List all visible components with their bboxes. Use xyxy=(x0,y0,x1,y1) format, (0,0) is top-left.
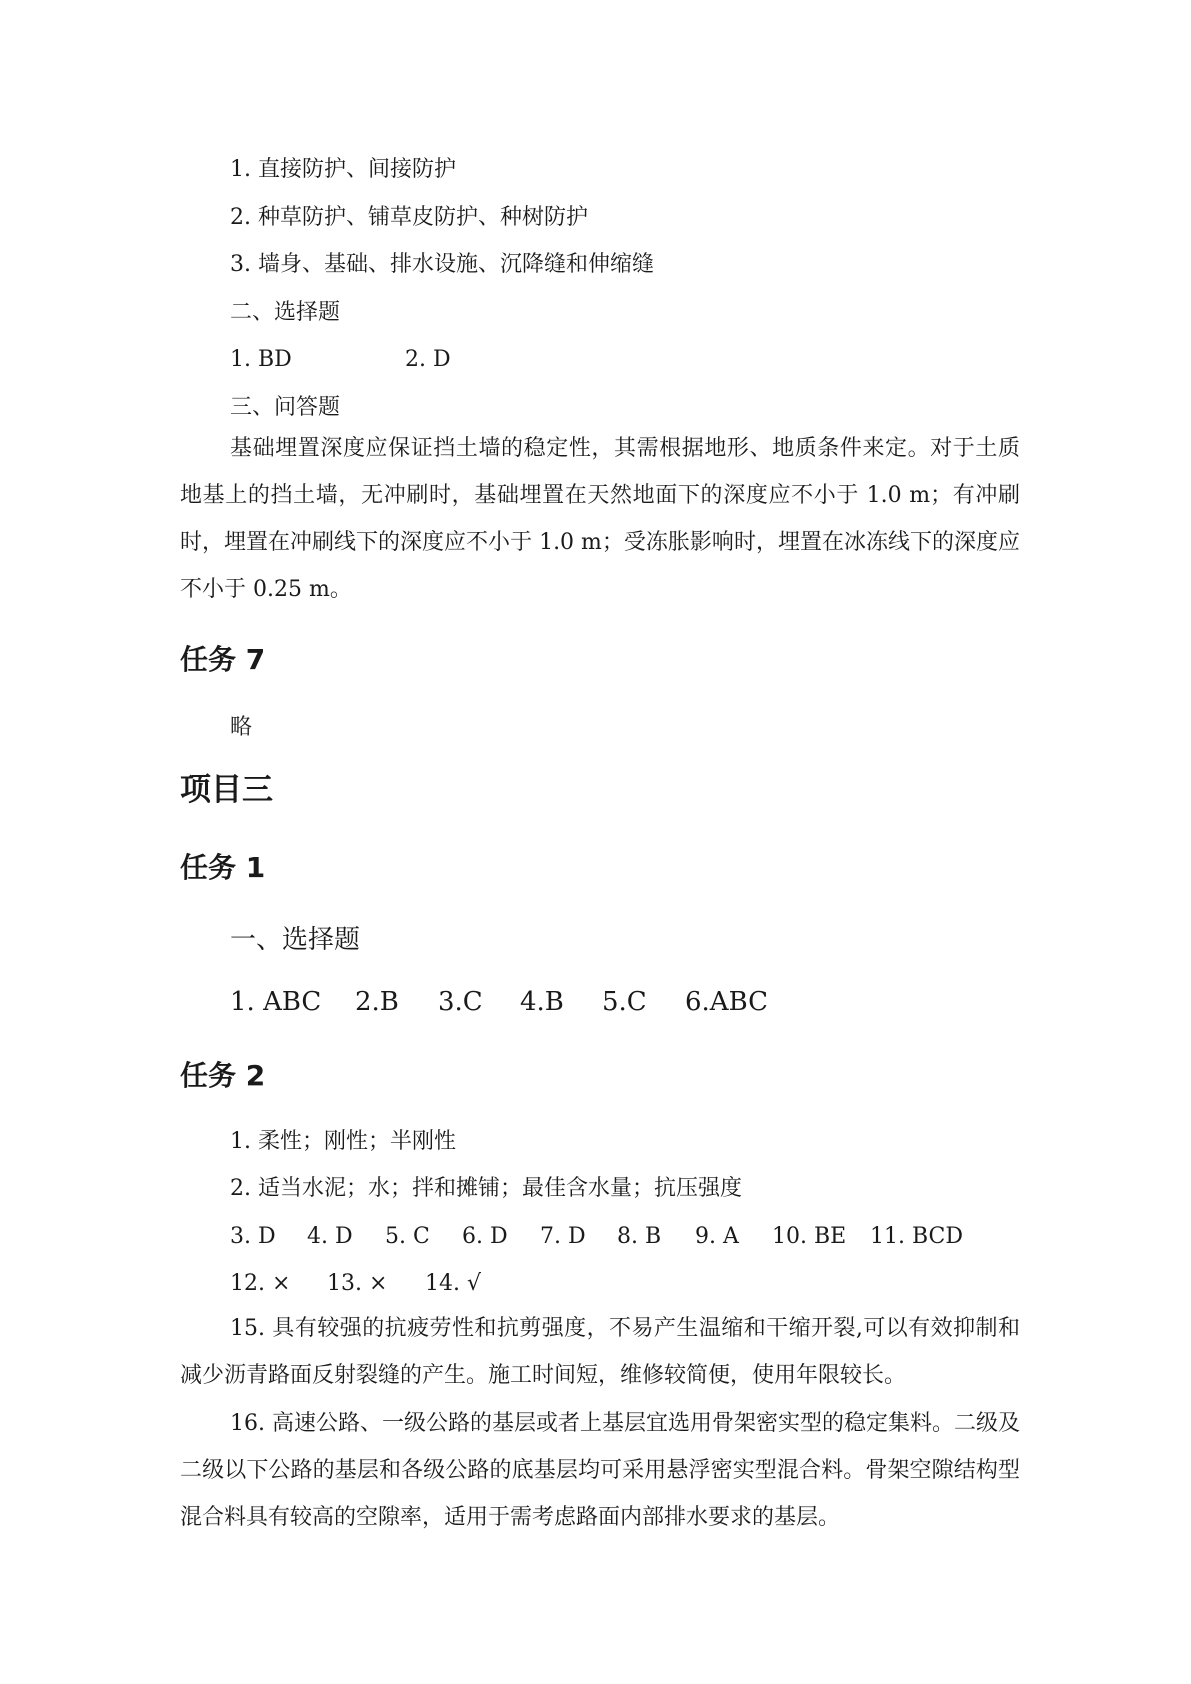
section-qa-title: 三、问答题 xyxy=(230,395,341,420)
task2-answer-4: 4. D xyxy=(307,1224,353,1249)
task1-section-title: 一、选择题 xyxy=(230,925,361,955)
task2-answer-5: 5. C xyxy=(385,1224,430,1249)
task2-answer-8: 8. B xyxy=(617,1224,662,1249)
choice-answer-2: 2. D xyxy=(405,347,451,372)
project3-heading: 项目三 xyxy=(180,772,273,808)
task2-line-2: 2. 适当水泥；水；拌和摊铺；最佳含水量；抗压强度 xyxy=(230,1176,742,1201)
task2-line-1: 1. 柔性；刚性；半刚性 xyxy=(230,1129,456,1154)
choice-answer-1: 1. BD xyxy=(230,347,292,372)
task2-paragraph-15: 15. 具有较强的抗疲劳性和抗剪强度，不易产生温缩和干缩开裂,可以有效抑制和减少沥青路面反射裂缝的产生。施工时间短，维修较简便，使用年限较长。 xyxy=(180,1316,1020,1388)
task2-heading: 任务 2 xyxy=(180,1059,266,1092)
task2-answer-13: 13. × xyxy=(327,1271,388,1296)
task1-heading: 任务 1 xyxy=(180,851,266,884)
task2-answer-12: 12. × xyxy=(230,1271,291,1296)
task2-answer-3: 3. D xyxy=(230,1224,276,1249)
task7-text: 略 xyxy=(230,715,253,740)
task2-answer-7: 7. D xyxy=(540,1224,586,1249)
task2-paragraph-16: 16. 高速公路、一级公路的基层或者上基层宜选用骨架密实型的稳定集料。二级及二级以下公路的基层和各级公路的底基层均可采用悬浮密实型混合料。骨架空隙结构型混合料具有较高的空隙率，适用于需考虑路面内部排水要求的基层。 xyxy=(180,1411,1020,1530)
task1-answer-4: 4.B xyxy=(520,987,564,1017)
task2-answer-14: 14. √ xyxy=(425,1271,481,1296)
task1-answer-5: 5.C xyxy=(602,987,647,1017)
task1-answer-1: 1. ABC xyxy=(230,987,322,1017)
task2-answer-6: 6. D xyxy=(462,1224,508,1249)
section-choice-title: 二、选择题 xyxy=(230,300,341,325)
qa-answer-paragraph: 基础埋置深度应保证挡土墙的稳定性，其需根据地形、地质条件来定。对于土质地基上的挡土墙，无冲刷时，基础埋置在天然地面下的深度应不小于 1.0 m；有冲刷时，埋置在冲刷线下的深度应不小于 1.0 m；受冻胀影响时，埋置在冰冻线下的深度应不小于 0.25 m。 xyxy=(180,436,1020,602)
task7-heading: 任务 7 xyxy=(180,643,266,676)
answer-line-3: 3. 墙身、基础、排水设施、沉降缝和伸缩缝 xyxy=(230,252,654,277)
answer-line-1: 1. 直接防护、间接防护 xyxy=(230,157,456,182)
task1-answer-6: 6.ABC xyxy=(685,987,769,1017)
task2-answer-10: 10. BE xyxy=(772,1224,847,1249)
answer-line-2: 2. 种草防护、铺草皮防护、种树防护 xyxy=(230,205,588,230)
task2-answer-9: 9. A xyxy=(695,1224,739,1249)
task1-answer-3: 3.C xyxy=(438,987,483,1017)
task1-answer-2: 2.B xyxy=(355,987,399,1017)
task2-answer-11: 11. BCD xyxy=(870,1224,964,1249)
